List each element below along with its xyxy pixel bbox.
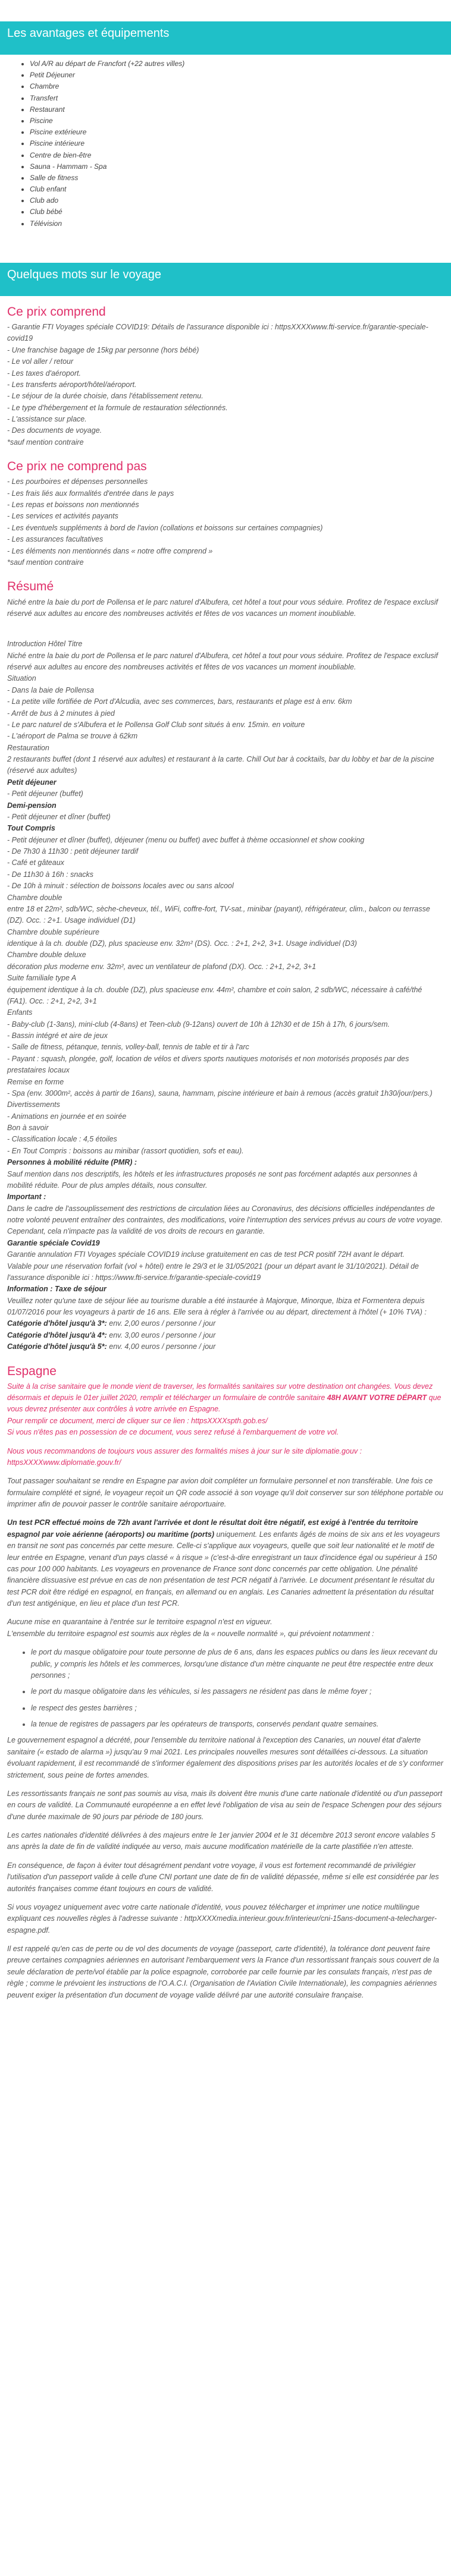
summary-line: - Animations en journée et en soirée	[7, 1112, 127, 1121]
price-includes-item: - L'assistance sur place.	[7, 415, 87, 423]
summary-line: 2 restaurants buffet (dont 1 réservé aux adultes) et restaurant à la carte. Chill Out bar à cocktails, bar du lobby et bar de la piscine (réservé aux adultes)	[7, 755, 434, 775]
summary-subheading: Important :	[7, 1193, 46, 1201]
summary-line: - De 7h30 à 11h30 : petit déjeuner tardif	[7, 847, 139, 855]
heading-price-excludes: Ce prix ne comprend pas	[7, 460, 147, 474]
summary-subheading: Petit déjeuner	[7, 778, 57, 787]
price-includes-list	[7, 322, 444, 448]
summary-line: Cependant, cela n'impacte pas la validité de vos droits de recours en garantie.	[7, 1227, 265, 1236]
summary-line: Garantie annulation FTI Voyages spéciale COVID19 incluse gratuitement en cas de test PCR positif 72H avant le départ.	[7, 1250, 405, 1259]
spain-alert-segment: que vous devrez présenter aux contrôles à votre arrivée en Espagne.	[7, 1394, 441, 1414]
summary-line: Remise en forme	[7, 1077, 64, 1086]
price-includes-item: - Des documents de voyage.	[7, 426, 102, 435]
amenities-list	[0, 58, 451, 229]
spain-alert-segment: Si vous n'êtes pas en possession de ce document, vous serez refusé à l'embarquement de votre vol.	[7, 1428, 339, 1437]
summary-line: Divertissements	[7, 1100, 60, 1109]
summary-line: Chambre double deluxe	[7, 951, 86, 960]
amenity-item: • Piscine extérieure	[30, 127, 451, 138]
summary-line: Suite familiale type A	[7, 974, 77, 983]
spain-p7: Les cartes nationales d'identité délivrées à des majeurs entre le 1er janvier 2004 et le 31 décembre 2013 seront encore valables 5 ans après la date de fin de validité indiquée au verso, mais aucune modification matérielle de la carte plastifiée n'en atteste.	[7, 1831, 436, 1851]
summary-subheading: Information : Taxe de séjour	[7, 1285, 107, 1294]
summary-line: - Spa (env. 3000m², accès à partir de 16ans), sauna, hammam, piscine intérieure et bain à remous (accès gratuit 1h30/jour/pers.)	[7, 1089, 433, 1097]
summary-tax-line	[7, 1318, 444, 1329]
amenity-item: • Club enfant	[30, 184, 451, 195]
summary-line: Chambre double	[7, 893, 62, 902]
amenity-item: • Piscine	[30, 115, 451, 127]
amenity-item: • Piscine intérieure	[30, 138, 451, 149]
spain-p6: Les ressortissants français ne sont pas soumis au visa, mais ils doivent être munis d'une carte nationale d'identité ou d'un passeport en cours de validité. La Communauté européenne a en effet levé l'obligation de visa au sein de l'espace Schengen pour des séjours d'une durée maximale de 90 jours par période de 180 jours.	[7, 1789, 443, 1821]
summary-line: - Arrêt de bus à 2 minutes à pied	[7, 709, 115, 718]
summary-line: - L'aéroport de Palma se trouve à 62km	[7, 732, 138, 741]
price-excludes-item: - Les éventuels suppléments à bord de l'avion (collations et boissons sur certaines compagnies)	[7, 523, 323, 532]
spain-p8: En conséquence, de façon à éviter tout désagrément pendant votre voyage, il vous est fortement recommandé de privilégier l'utilisation d'un passeport valide à celle d'une CNI portant une date de fin de validité dépassée, même si elle est considérée par les autorités françaises comme étant toujours en cours de validité.	[7, 1861, 439, 1893]
summary-line: Sauf mention dans nos descriptifs, les hôtels et les infrastructures proposés ne sont pas forcément adaptés aux personnes à mobilité réduite. Pour de plus amples détails, nous consulter.	[7, 1169, 418, 1190]
summary-body	[7, 639, 444, 1353]
spain-rule-item: • la tenue de registres de passagers par les opérateurs de transports, conservés pendant quatre semaines.	[31, 1719, 444, 1730]
amenity-item: • Chambre	[30, 81, 451, 92]
spain-rule-item: • le respect des gestes barrières ;	[31, 1703, 444, 1714]
spain-p9: Si vous voyagez uniquement avec votre carte nationale d'identité, vous pouvez télécharger et imprimer une notice multilingue expliquant ces nouvelles règles à l'adresse suivante : httpXXXXmedia.interieur.gouv.fr/interieur/cni-15ans-document-a-telecharger-espagne.pdf.	[7, 1902, 437, 1935]
summary-line: décoration plus moderne env. 32m², avec un ventilateur de plafond (DX). Occ. : 2+1, 2+2, 3+1	[7, 962, 317, 971]
price-excludes-item: *sauf mention contraire	[7, 558, 84, 567]
price-includes-item: - Les taxes d'aéroport.	[7, 369, 81, 378]
section-header-advantages: Les avantages et équipements	[0, 21, 451, 55]
spain-alert-segment: 48H AVANT VOTRE DÉPART	[325, 1394, 427, 1402]
spain-p5: Le gouvernement espagnol a décrété, pour l'ensemble du territoire national à l'exception des Canaries, un nouvel état d'alerte sanitaire (« estado de alarma ») jusqu'au 9 mai 2021. Les principales nouvelles mesures sont détaillées ci-dessous. La situation évoluant rapidement, il est recommandé de s'informer également des dispositions prises par les autorités locales et de s'y conformer strictement, sous peine de fortes amendes.	[7, 1736, 443, 1779]
summary-line: entre 18 et 22m², sdb/WC, sèche-cheveux, tél., WiFi, coffre-fort, TV-sat., minibar (payant), réfrigérateur, clim., balcon ou terrasse (DZ). Occ. : 2+1. Usage individuel (D1)	[7, 904, 430, 925]
price-excludes-item: - Les pourboires et dépenses personnelles	[7, 477, 148, 486]
price-excludes-item: - Les repas et boissons non mentionnés	[7, 501, 139, 509]
summary-line: - La petite ville fortifiée de Port d'Alcudia, avec ses commerces, bars, restaurants et plage est à env. 6km	[7, 697, 352, 706]
spain-p3: Aucune mise en quarantaine à l'entrée sur le territoire espagnol n'est en vigueur.	[7, 1618, 273, 1627]
amenity-item: • Club ado	[30, 195, 451, 206]
summary-line: Chambre double supérieure	[7, 927, 99, 936]
amenity-item: • Petit Déjeuner	[30, 70, 451, 81]
price-excludes-item: - Les éléments non mentionnés dans « notre offre comprend »	[7, 546, 213, 555]
summary-line: Restauration	[7, 743, 49, 752]
summary-line: - Payant : squash, plongée, golf, location de vélos et divers sports nautiques motorisés et non motorisés proposés par des prestataires locaux	[7, 1054, 409, 1075]
spain-rule-item: • le port du masque obligatoire pour toute personne de plus de 6 ans, dans les espaces publics ou dans les lieux recevant du public, y compris les hôtels et les commerces, lorsqu'une distance d'un mètre cinquante ne peut être respectée entre deux personnes ;	[31, 1647, 444, 1681]
summary-line: Valable pour une réservation forfait (vol + hôtel) entre le 29/3 et le 31/05/2021 (pour un départ avant le 31/10/2021). Détail de l'assurance disponible ici : https://www.fti-service.fr/garantie-speciale-covid19	[7, 1262, 419, 1282]
summary-tax-line	[7, 1341, 444, 1353]
spain-rules-list	[7, 1647, 444, 1730]
summary-line: - Café et gâteaux	[7, 858, 64, 867]
summary-tax-category: Catégorie d'hôtel jusqu'à 5*:	[7, 1342, 107, 1351]
summary-line: - En Tout Compris : boissons au minibar (rassort quotidien, sofs et eau).	[7, 1146, 244, 1155]
price-includes-item: - Le vol aller / retour	[7, 357, 74, 366]
summary-subheading: Tout Compris	[7, 824, 55, 833]
summary-line: Situation	[7, 674, 36, 683]
spain-health-alert	[7, 1381, 444, 1439]
summary-line: - De 10h à minuit : sélection de boissons locales avec ou sans alcool	[7, 882, 234, 891]
spain-diplomatie-note: Nous vous recommandons de toujours vous assurer des formalités mises à jour sur le site diplomatie.gouv : httpsXXXXwww.diplomatie.gouv.fr/	[7, 1446, 362, 1467]
summary-line: identique à la ch. double (DZ), plus spacieuse env. 32m² (DS). Occ. : 2+1, 2+2, 3+1. Usage individuel (D3)	[7, 939, 357, 948]
summary-line: - Petit déjeuner et dîner (buffet), déjeuner (menu ou buffet) avec buffet à thème occasionnel et show cooking	[7, 835, 365, 844]
spain-p1: Tout passager souhaitant se rendre en Espagne par avion doit compléter un formulaire personnel et non transférable. Une fois ce formulaire complété et signé, le voyageur reçoit un QR code associé à son voyage qu'il doit conserver sur son téléphone portable ou imprimer afin de pouvoir passer le contrôle sanitaire aéroportuaire.	[7, 1477, 443, 1509]
summary-tax-amount: env. 3,00 euros / personne / jour	[107, 1331, 216, 1339]
summary-line: Enfants	[7, 1008, 33, 1017]
amenity-item: • Club bébé	[30, 206, 451, 218]
amenity-item: • Salle de fitness	[30, 172, 451, 184]
heading-summary: Résumé	[7, 580, 54, 594]
summary-line: Dans le cadre de l'assouplissement des restrictions de circulation liées au Coronavirus, des décisions officielles indépendantes de notre volonté peuvent entraîner des contraintes, des modifications, voire l'interruption des services prévus au cours de votre voyage.	[7, 1204, 443, 1224]
price-excludes-item: - Les frais liés aux formalités d'entrée dans le pays	[7, 489, 174, 498]
spain-rule-item: • le port du masque obligatoire dans les véhicules, si les passagers ne résident pas dans le même foyer ;	[31, 1686, 444, 1697]
summary-tax-amount: env. 2,00 euros / personne / jour	[107, 1319, 216, 1328]
summary-line: - Bassin intégré et aire de jeux	[7, 1031, 108, 1040]
price-includes-item: - Le type d'hébergement et la formule de restauration sélectionnés.	[7, 403, 228, 412]
summary-line: Niché entre la baie du port de Pollensa et le parc naturel d'Albufera, cet hôtel a tout pour vous séduire. Profitez de l'espace exclusif réservé aux adultes au encore des nombreuses activités et fêtes de vos vacances un moment inoubliable.	[7, 651, 438, 671]
summary-intro: Niché entre la baie du port de Pollensa et le parc naturel d'Albufera, cet hôtel a tout pour vous séduire. Profitez de l'espace exclusif réservé aux adultes au encore des nombreuses activités et fêtes de vos vacances un moment inoubliable.	[7, 597, 438, 618]
price-includes-item: - Les transferts aéroport/hôtel/aéroport.	[7, 380, 137, 389]
summary-line: - Le parc naturel de s'Albufera et le Pollensa Golf Club sont situés à env. 15min. en voiture	[7, 720, 305, 729]
spain-pcr-paragraph	[7, 1517, 444, 1609]
summary-tax-amount: env. 4,00 euros / personne / jour	[107, 1342, 216, 1351]
heading-spain: Espagne	[7, 1364, 57, 1378]
price-includes-item: - Garantie FTI Voyages spéciale COVID19: Détails de l'assurance disponible ici : httpsXXXXwww.fti-service.fr/garantie-speciale-covid19	[7, 323, 428, 343]
summary-line: Veuillez noter qu'une taxe de séjour liée au tourisme durable a été instaurée à Majorque, Minorque, Ibiza et Formentera depuis 01/07/2016 pour les voyageurs à partir de 16 ans. Elle sera à régler à l'arrivée ou au départ, directement à l'hôtel (+ 10% TVA) :	[7, 1296, 427, 1316]
summary-line: Introduction Hôtel Titre	[7, 640, 83, 649]
summary-line: - Petit déjeuner (buffet)	[7, 790, 83, 798]
spain-pcr-rest: uniquement. Les enfants âgés de moins de six ans et les voyageurs en transit ne sont pas concernés par cette mesure. Celle-ci s'applique aux voyageurs, quelle que soit leur nationalité et le motif de leur entrée en Espagne, venant d'un pays classé « à risque » (c'est-à-dire enregistrant un taux d'incidence égal ou supérieur à 150 cas pour 100 000 habitants. Les voyageurs en provenance de France sont donc concernés par cette obligation. Une pénalité financière dissuasive est prévue en cas de non présentation de test PCR négatif à l'arrivée. Le document présentant le résultat du test PCR doit être rédigé en espagnol, en français, en allemand ou en anglais. Les Canaries admettent la présentation du résultat d'un test antigénique, en lieu et place d'un test PCR.	[7, 1530, 440, 1608]
summary-line: - Petit déjeuner et dîner (buffet)	[7, 812, 111, 821]
section-header-about-trip: Quelques mots sur le voyage	[0, 263, 451, 296]
summary-subheading: Demi-pension	[7, 801, 57, 810]
summary-line: équipement identique à la ch. double (DZ), plus spacieuse env. 44m², chambre et coin salon, 2 sdb/WC, nécessaire à café/thé (FA1). Occ. : 2+1, 2+2, 3+1	[7, 985, 422, 1005]
summary-line: - Classification locale : 4,5 étoiles	[7, 1135, 117, 1144]
spain-pcr-bold: Un test PCR effectué moins de 72h avant l'arrivée et dont le résultat doit être négatif, est exigé à l'entrée du territoire espagnol par voie aérienne (aéroports) ou maritime (ports)	[7, 1518, 418, 1539]
summary-tax-category: Catégorie d'hôtel jusqu'à 3*:	[7, 1319, 107, 1328]
price-includes-item: - Une franchise bagage de 15kg par personne (hors bébé)	[7, 345, 199, 354]
summary-subheading: Garantie spéciale Covid19	[7, 1238, 100, 1247]
price-excludes-item: - Les services et activités payants	[7, 512, 118, 521]
spain-alert-segment: Suite à la crise sanitaire que le monde vient de traverser, les formalités sanitaires sur votre destination ont changées. Vous devez désormais et depuis le 01er juillet 2020, remplir et télécharger un formulaire de contrôle sanitaire	[7, 1382, 433, 1402]
summary-tax-category: Catégorie d'hôtel jusqu'à 4*:	[7, 1331, 107, 1339]
price-excludes-item: - Les assurances facultatives	[7, 535, 104, 544]
summary-line: - Dans la baie de Pollensa	[7, 685, 94, 694]
amenity-item: • Restaurant	[30, 104, 451, 115]
summary-line: - De 11h30 à 16h : snacks	[7, 870, 93, 879]
price-includes-item: - Le séjour de la durée choisie, dans l'établissement retenu.	[7, 392, 203, 401]
summary-line: Bon à savoir	[7, 1124, 49, 1132]
summary-tax-line	[7, 1330, 444, 1341]
price-excludes-list	[7, 476, 444, 568]
spain-alert-segment: Pour remplir ce document, merci de cliquer sur ce lien : httpsXXXXspth.gob.es/	[7, 1416, 268, 1425]
amenity-item: • Télévision	[30, 218, 451, 229]
spain-p10: Il est rappelé qu'en cas de perte ou de vol des documents de voyage (passeport, carte d'identité), la tolérance dont peuvent faire preuve certaines compagnies aériennes en autorisant l'embarquement vers la France d'un ressortissant français sous couvert de la seule déclaration de perte/vol établie par la police espagnole, corroborée par celle fournie par les consulats français, n'est pas de règle ; comme le prévoient les instructions de l'O.A.C.I. (Organisation de l'Aviation Civile Internationale), les compagnies aériennes peuvent exiger la présentation d'un document de voyage valide délivré par une autorité consulaire française.	[7, 1945, 439, 1999]
price-includes-item: *sauf mention contraire	[7, 438, 84, 446]
amenity-item: • Transfert	[30, 93, 451, 104]
amenity-item: • Centre de bien-être	[30, 150, 451, 161]
summary-line: - Baby-club (1-3ans), mini-club (4-8ans) et Teen-club (9-12ans) ouvert de 10h à 12h30 et de 15h à 17h, 6 jours/sem.	[7, 1020, 390, 1028]
spain-p4: L'ensemble du territoire espagnol est soumis aux règles de la « nouvelle normalité », qui prévoient notamment :	[7, 1629, 374, 1638]
heading-price-includes: Ce prix comprend	[7, 304, 106, 319]
summary-subheading: Personnes à mobilité réduite (PMR) :	[7, 1158, 137, 1167]
summary-line: - Salle de fitness, pétanque, tennis, volley-ball, tennis de table et tir à l'arc	[7, 1043, 249, 1052]
amenity-item: • Vol A/R au départ de Francfort (+22 autres villes)	[30, 58, 451, 70]
amenity-item: • Sauna - Hammam - Spa	[30, 161, 451, 172]
